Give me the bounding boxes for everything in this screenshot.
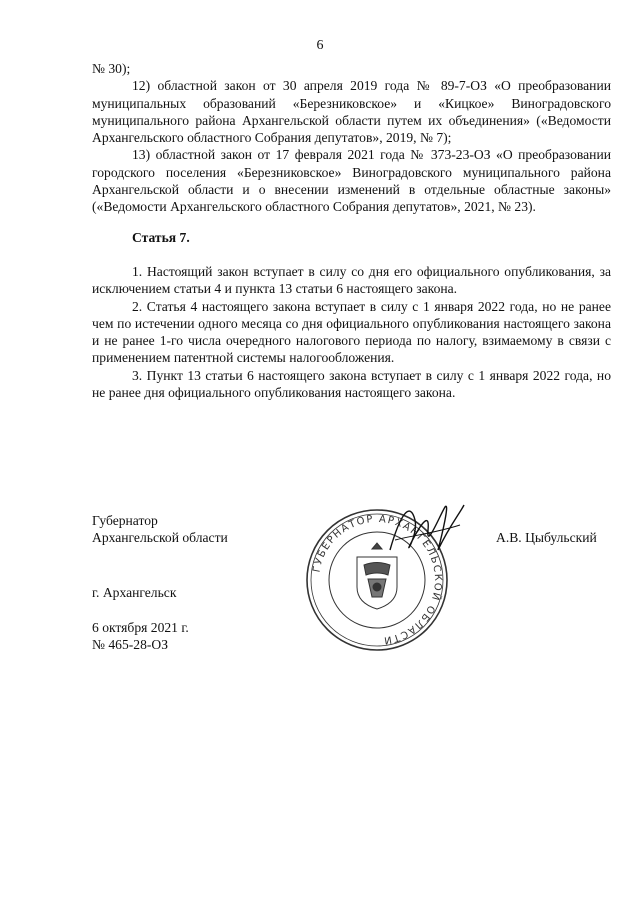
page-number: 6 xyxy=(316,38,324,53)
article-paragraph-2: 2. Статья 4 настоящего закона вступает в силу с 1 января 2022 года, но не ранее чем по истечении одного месяца со дня официального опубликования настоящего закона и не ранее 1-го числа очередного налогового периода по налогу, взимаемому в связи с применением патентной системы налогообложения. xyxy=(92,298,611,366)
signing-date: 6 октября 2021 г. xyxy=(92,620,189,635)
signatory-title-line1: Губернатор xyxy=(92,513,158,528)
seal-text: ГУБЕРНАТОР АРХАНГЕЛЬСКОЙ ОБЛАСТИ xyxy=(311,513,444,646)
place-of-signing: г. Архангельск xyxy=(92,585,177,600)
continuation-line: № 30); xyxy=(92,61,131,76)
article-paragraph-1: 1. Настоящий закон вступает в силу со дня его официального опубликования, за исключением статьи 4 и пункта 13 статьи 6 настоящего закона. xyxy=(92,263,611,297)
article-paragraph-3: 3. Пункт 13 статьи 6 настоящего закона вступает в силу с 1 января 2022 года, но не ранее дня официального опубликования настоящего закона. xyxy=(92,367,611,401)
signatory-title xyxy=(92,512,228,547)
article-heading: Статья 7. xyxy=(132,229,190,245)
handwritten-signature xyxy=(380,495,470,565)
date-and-number xyxy=(92,619,189,654)
list-item-12: 12) областной закон от 30 апреля 2019 года № 89-7-ОЗ «О преобразовании муниципальных образований «Березниковское» и «Кицкое» Виноградовского муниципального района Архангельской области путем их объединения» («Ведомости Архангельского областного Собрания депутатов», 2019, № 7); xyxy=(92,78,611,146)
signatory-title-line2: Архангельской области xyxy=(92,530,228,546)
document-body xyxy=(92,60,611,401)
signatory-name: А.В. Цыбульский xyxy=(496,530,597,545)
law-number: № 465-28-ОЗ xyxy=(92,637,169,653)
list-item-13: 13) областной закон от 17 февраля 2021 года № 373-23-ОЗ «О преобразовании городского поселения «Березниковское» Виноградовского муниципального района Архангельской области и о внесении изменений в отдельные областные законы» («Ведомости Архангельского областного Собрания депутатов», 2021, № 23). xyxy=(92,147,611,215)
